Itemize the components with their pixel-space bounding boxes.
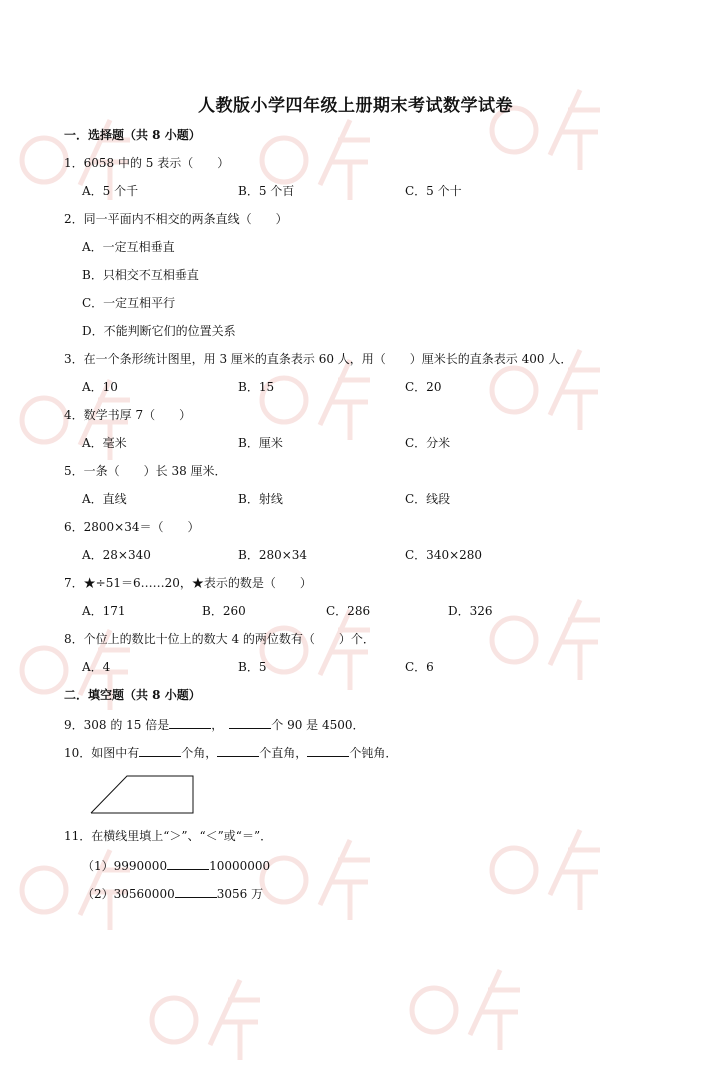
question-9-text-3: 个 90 是 4500．: [271, 718, 365, 732]
question-8-stem: 8．个位上的数比十位上的数大 4 的两位数有（ ）个．: [64, 632, 375, 646]
question-11-part-2: [82, 885, 263, 901]
question-7-option-d: D．326: [448, 604, 493, 618]
question-10: [64, 744, 397, 760]
watermark-logo: [480, 330, 650, 450]
question-3-option-b: B．15: [238, 380, 275, 394]
question-11-part-2-right: 3056 万: [216, 887, 264, 901]
question-3-option-c: C．20: [405, 380, 442, 394]
answer-blank[interactable]: [167, 857, 209, 870]
trapezoid-figure: [90, 775, 196, 819]
question-8-option-c: C．6: [405, 660, 434, 674]
question-10-text-2: 个角，: [181, 746, 218, 760]
section-heading-fill: 二．填空题（共 8 小题）: [64, 688, 201, 702]
question-9: [64, 716, 365, 732]
question-10-text-4: 个钝角．: [349, 746, 398, 760]
question-11-stem: 11．在横线里填上“＞”、“＜”或“＝”．: [64, 829, 273, 843]
answer-blank[interactable]: [307, 744, 349, 757]
answer-blank[interactable]: [229, 716, 271, 729]
watermark-logo: [480, 580, 650, 700]
question-7-option-b: B．260: [202, 604, 246, 618]
question-4-option-c: C．分米: [405, 436, 451, 450]
question-6-option-a: A．28×340: [82, 548, 151, 562]
page-title: 人教版小学四年级上册期末考试数学试卷: [198, 96, 513, 116]
question-9-text-2: ，: [211, 718, 224, 732]
question-11-part-1-left: （1）9990000: [82, 859, 168, 873]
question-3-option-a: A．10: [82, 380, 118, 394]
question-6-option-b: B．280×34: [238, 548, 308, 562]
question-8-option-b: B．5: [238, 660, 267, 674]
question-10-text-1: 10．如图中有: [64, 746, 140, 760]
question-7-option-a: A．171: [82, 604, 126, 618]
question-8-option-a: A．4: [82, 660, 111, 674]
question-7-stem: 7．★÷51＝6……20，★表示的数是（ ）: [64, 576, 312, 590]
watermark-logo: [480, 70, 650, 190]
watermark-logo: [250, 820, 420, 940]
section-heading-choice: 一．选择题（共 8 小题）: [64, 128, 201, 142]
question-2-option-d: D．不能判断它们的位置关系: [82, 324, 236, 338]
question-4-stem: 4．数学书厚 7（ ）: [64, 408, 192, 422]
question-1-option-c: C．5 个十: [405, 184, 462, 198]
watermark-logo: [140, 960, 310, 1080]
question-2-option-a: A．一定互相垂直: [82, 240, 175, 254]
question-4-option-b: B．厘米: [238, 436, 283, 450]
question-2-option-c: C．一定互相平行: [82, 296, 176, 310]
question-1-stem: 1．6058 中的 5 表示（ ）: [64, 156, 230, 170]
answer-blank[interactable]: [139, 744, 181, 757]
answer-blank[interactable]: [175, 885, 217, 898]
question-3-stem: 3．在一个条形统计图里，用 3 厘米的直条表示 60 人，用（ ）厘米长的直条表示 400 人．: [64, 352, 573, 366]
watermark-logo: [480, 810, 650, 930]
question-5-option-b: B．射线: [238, 492, 283, 506]
question-11-part-2-left: （2）30560000: [82, 887, 175, 901]
question-2-option-b: B．只相交不互相垂直: [82, 268, 199, 282]
question-1-option-b: B．5 个百: [238, 184, 295, 198]
watermark-logo: [250, 100, 420, 220]
question-7-option-c: C．286: [326, 604, 371, 618]
question-2-stem: 2．同一平面内不相交的两条直线（ ）: [64, 212, 288, 226]
answer-blank[interactable]: [169, 716, 211, 729]
question-4-option-a: A．毫米: [82, 436, 127, 450]
question-11-part-1: [82, 857, 270, 873]
question-6-stem: 6．2800×34＝（ ）: [64, 520, 200, 534]
question-6-option-c: C．340×280: [405, 548, 483, 562]
question-9-text-1: 9．308 的 15 倍是: [64, 718, 170, 732]
question-5-option-c: C．线段: [405, 492, 451, 506]
watermark-logo: [400, 950, 570, 1070]
question-11-part-1-right: 10000000: [209, 859, 271, 873]
answer-blank[interactable]: [217, 744, 259, 757]
question-10-text-3: 个直角，: [259, 746, 308, 760]
question-5-stem: 5．一条（ ）长 38 厘米．: [64, 464, 227, 478]
question-5-option-a: A．直线: [82, 492, 127, 506]
question-1-option-a: A．5 个千: [82, 184, 139, 198]
